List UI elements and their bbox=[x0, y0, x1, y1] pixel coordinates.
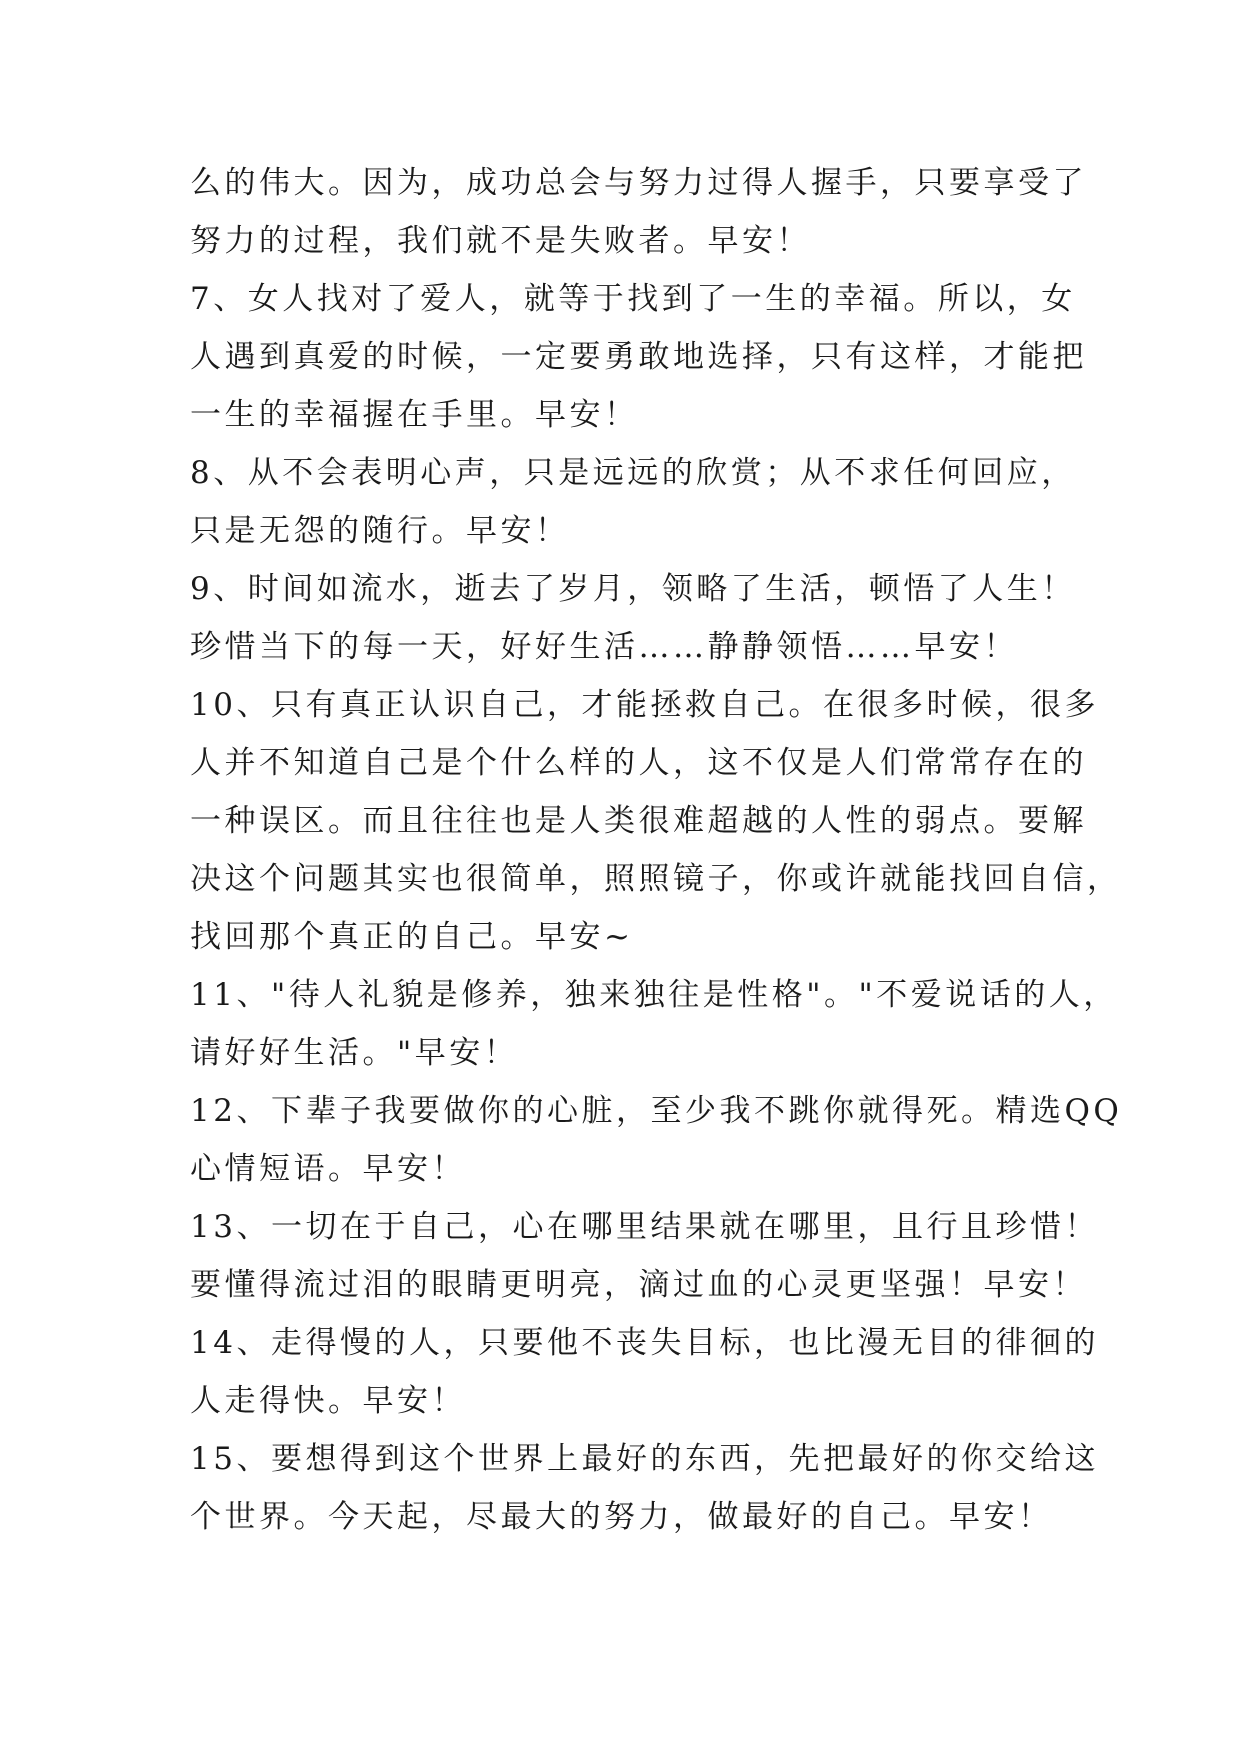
text-line: 要懂得流过泪的眼睛更明亮，滴过血的心灵更坚强！早安！ bbox=[190, 1267, 1087, 1303]
text-line: 15、要想得到这个世界上最好的东西，先把最好的你交给这 bbox=[190, 1441, 1099, 1477]
text-line: 14、走得慢的人，只要他不丧失目标，也比漫无目的徘徊的 bbox=[190, 1325, 1099, 1361]
text-line: 人遇到真爱的时候，一定要勇敢地选择，只有这样，才能把 bbox=[190, 339, 1087, 375]
text-line: 一种误区。而且往往也是人类很难超越的人性的弱点。要解 bbox=[190, 803, 1087, 839]
text-line: 珍惜当下的每一天，好好生活……静静领悟……早安！ bbox=[190, 629, 1018, 665]
text-line: 7、女人找对了爱人，就等于找到了一生的幸福。所以，女 bbox=[190, 281, 1076, 317]
text-line: 8、从不会表明心声，只是远远的欣赏；从不求任何回应， bbox=[190, 455, 1076, 491]
text-line: 请好好生活。"早安！ bbox=[190, 1035, 519, 1071]
text-line: 找回那个真正的自己。早安~ bbox=[190, 919, 634, 955]
text-line: 9、时间如流水，逝去了岁月，领略了生活，顿悟了人生！ bbox=[190, 571, 1076, 607]
document-body bbox=[190, 154, 1123, 1546]
text-line: 人并不知道自己是个什么样的人，这不仅是人们常常存在的 bbox=[190, 745, 1087, 781]
text-line: 12、下辈子我要做你的心脏，至少我不跳你就得死。精选QQ bbox=[190, 1093, 1123, 1129]
text-line: 心情短语。早安！ bbox=[190, 1151, 466, 1187]
text-line: 决这个问题其实也很简单，照照镜子，你或许就能找回自信， bbox=[190, 861, 1122, 897]
text-line: 人走得快。早安！ bbox=[190, 1383, 466, 1419]
text-line: 努力的过程，我们就不是失败者。早安！ bbox=[190, 223, 811, 259]
text-line: 只是无怨的随行。早安！ bbox=[190, 513, 570, 549]
text-line: 10、只有真正认识自己，才能拯救自己。在很多时候，很多 bbox=[190, 687, 1099, 723]
text-line: 个世界。今天起，尽最大的努力，做最好的自己。早安！ bbox=[190, 1499, 1053, 1535]
text-line: 11、"待人礼貌是修养，独来独往是性格"。"不爱说话的人， bbox=[190, 977, 1118, 1013]
text-line: 一生的幸福握在手里。早安！ bbox=[190, 397, 639, 433]
text-line: 么的伟大。因为，成功总会与努力过得人握手，只要享受了 bbox=[190, 165, 1087, 201]
text-line: 13、一切在于自己，心在哪里结果就在哪里，且行且珍惜！ bbox=[190, 1209, 1099, 1245]
